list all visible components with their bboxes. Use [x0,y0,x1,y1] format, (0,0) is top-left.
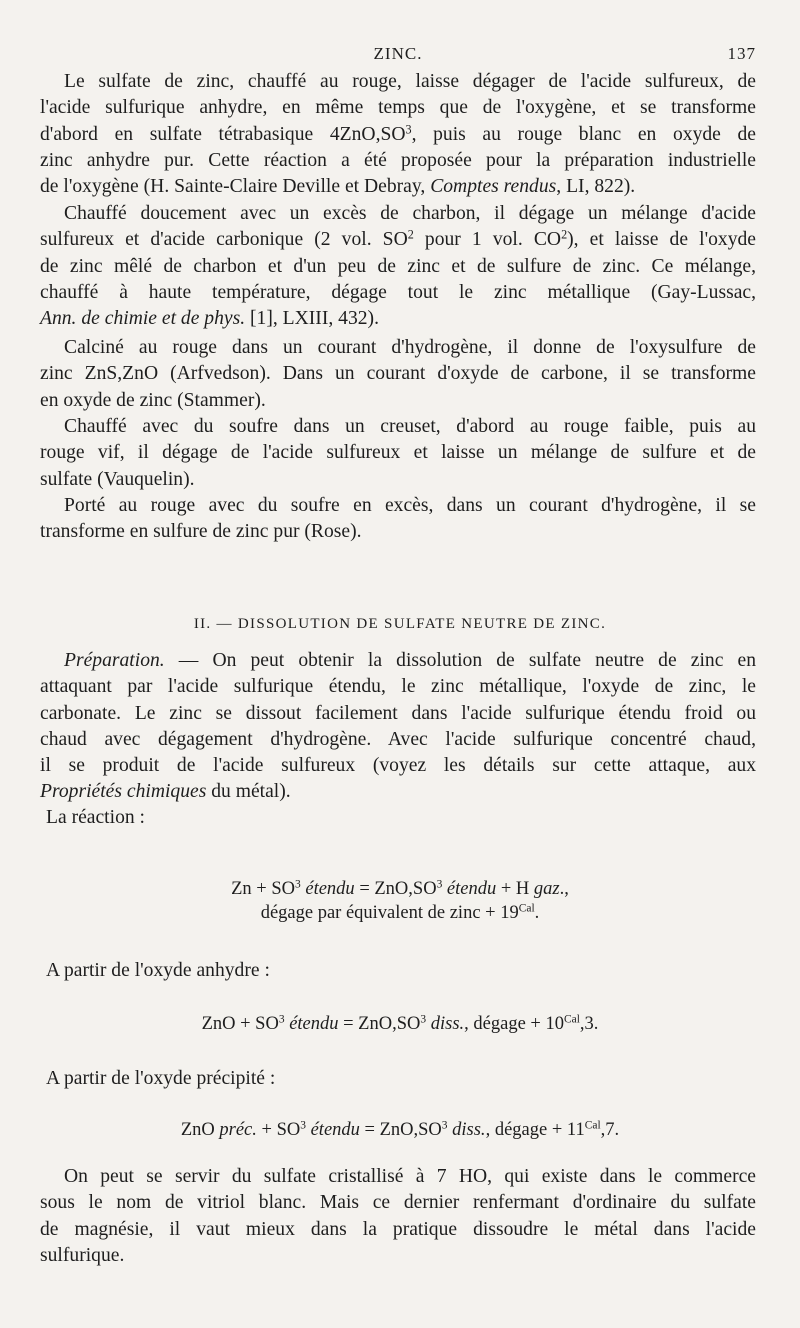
equation-zinc-heat [0,901,800,925]
section-dash: — [216,616,233,632]
section-heading [0,616,800,633]
eq-part: étendu [289,1014,339,1034]
superscript: 3 [300,1119,306,1132]
paragraph-preparation [40,648,756,806]
eq-part: , dégage + 10 [464,1014,564,1034]
text-line: sous le nom de vitriol blanc. Mais ce dernier renfermant d'ordinaire du sulfate [40,1192,756,1214]
text-line: chaud avec dégagement d'hydrogène. Avec l'acide sulfurique concentré chaud, [40,728,756,750]
eq-part: ZnO [180,1120,220,1140]
eq-part: . [534,903,540,923]
running-title: ZINC. [373,44,423,63]
text-line [40,306,756,332]
eq-part: diss. [430,1014,465,1034]
text-line [40,227,756,253]
text-line: zinc anhydre pur. Cette réaction a été proposée pour la préparation industrielle [40,149,756,171]
text-line [40,648,756,674]
equation-anhydrous-oxide [0,1012,800,1036]
superscript: 3 [436,878,443,891]
superscript: 2 [561,227,568,242]
text-line: de zinc mêlé de charbon et d'un peu de zinc et de sulfure de zinc. Ce mélange, [40,255,756,277]
text-span: [1], LXIII, 432). [245,308,379,330]
text-line [40,174,756,200]
text-line [40,779,756,805]
eq-part: ., [559,879,569,899]
paragraph-sulfur-excess [40,493,756,546]
section-title-text: DISSOLUTION DE SULFATE NEUTRE DE ZINC. [237,616,607,632]
journal-title: Ann. de chimie et de phys. [40,308,246,330]
text-line: Porté au rouge avec du soufre en excès, dans un courant d'hydrogène, il se [64,495,756,516]
eq-part: + H [496,879,534,899]
paragraph-hydrogen-calcination [40,335,756,414]
text-line: Chauffé avec du soufre dans un creuset, d'abord au rouge faible, puis au [64,416,756,437]
eq-part: dégage par équivalent de zinc + 19 [260,903,519,923]
equation-precipitated-oxide [0,1118,800,1142]
superscript: Cal [563,1013,580,1026]
superscript: 3 [441,1119,448,1132]
text-line: zinc ZnS,ZnO (Arfvedson). Dans un courant d'oxyde de carbone, il se transforme [40,363,756,385]
equation-zinc-dissolution [0,877,800,901]
eq-part: gaz [533,879,560,899]
text-span: d'abord en sulfate tétrabasique 4ZnO,SO [40,123,406,145]
paragraph-thermal-decomposition [40,69,756,200]
from-anhydrous-label: A partir de l'oxyde anhydre : [46,960,270,981]
text-span: pour 1 vol. CO [413,229,562,251]
text-line: sulfurique. [40,1244,125,1266]
text-line: transforme en sulfure de zinc pur (Rose). [40,521,362,543]
text-span: ), et laisse de l'oxyde [567,229,756,251]
text-line: Chauffé doucement avec un excès de charbon, il dégage un mélange d'acide [64,203,756,224]
paragraph-sulfur-heating [40,414,756,493]
eq-part: ,7. [600,1120,620,1140]
page-number: 137 [727,44,756,63]
superscript: Cal [518,902,535,915]
eq-part: étendu [310,1120,360,1140]
text-line: Calciné au rouge dans un courant d'hydrogène, il donne de l'oxysulfure de [64,337,756,358]
journal-title: Comptes rendus [430,176,557,198]
paragraph-white-vitriol [40,1164,756,1269]
text-line: attaquant par l'acide sulfurique étendu, le zinc métallique, l'oxyde de zinc, le [40,676,756,698]
text-span: du métal). [206,781,291,803]
text-line: il se produit de l'acide sulfureux (voyez les détails sur cette attaque, aux [40,755,756,777]
text-span: , LI, 822). [556,176,636,198]
eq-part: = ZnO,SO [338,1014,421,1034]
cross-reference: Propriétés chimiques [40,781,207,803]
superscript: 2 [407,227,414,242]
running-header [40,44,756,68]
subheading-preparation: Préparation. [64,650,165,671]
paragraph-charcoal-heating [40,201,756,332]
superscript: 3 [295,878,301,891]
text-span: sulfureux et d'acide carbonique (2 vol. SO [40,229,408,251]
text-span: , puis au rouge blanc en oxyde de [411,123,756,145]
eq-part: ,3. [579,1014,599,1034]
text-line: sulfate (Vauquelin). [40,468,195,490]
eq-part: Zn + SO [231,879,296,899]
section-number: II. [193,616,212,632]
eq-part: + SO [256,1120,301,1140]
text-span: — On peut obtenir la dissolution de sulfate neutre de zinc en [164,650,756,671]
text-line: carbonate. Le zinc se dissout facilement dans l'acide sulfurique étendu froid ou [40,702,756,724]
eq-part: ZnO + SO [201,1014,279,1034]
from-precipitated-label: A partir de l'oxyde précipité : [46,1068,276,1089]
eq-part: étendu [305,879,355,899]
eq-part: diss. [452,1120,486,1140]
superscript: 3 [420,1013,427,1026]
text-line: chauffé à haute température, dégage tout le zinc métallique (Gay-Lussac, [40,281,756,303]
superscript: 3 [405,121,412,136]
superscript: 3 [278,1013,285,1026]
eq-part: étendu [446,879,497,899]
text-line [40,122,756,148]
superscript: Cal [584,1119,601,1132]
text-line: en oxyde de zinc (Stammer). [40,389,266,411]
text-line: Le sulfate de zinc, chauffé au rouge, laisse dégager de l'acide sulfureux, de [64,71,756,92]
text-line: rouge vif, il dégage de l'acide sulfureux et laisse un mélange de sulfure et de [40,442,756,464]
eq-part: préc. [219,1120,257,1140]
text-span: de l'oxygène (H. Sainte-Claire Deville et Debray, [40,176,431,198]
eq-part: = ZnO,SO [354,879,437,899]
eq-part: , dégage + 11 [485,1120,585,1140]
text-line: On peut se servir du sulfate cristallisé à 7 HO, qui existe dans le commerce [64,1166,756,1187]
reaction-label: La réaction : [46,807,146,828]
text-line: l'acide sulfurique anhydre, en même temps que de l'oxygène, et se transforme [40,97,756,119]
eq-part: = ZnO,SO [359,1120,442,1140]
text-line: de magnésie, il vaut mieux dans la pratique dissoudre le métal dans l'acide [40,1218,756,1240]
